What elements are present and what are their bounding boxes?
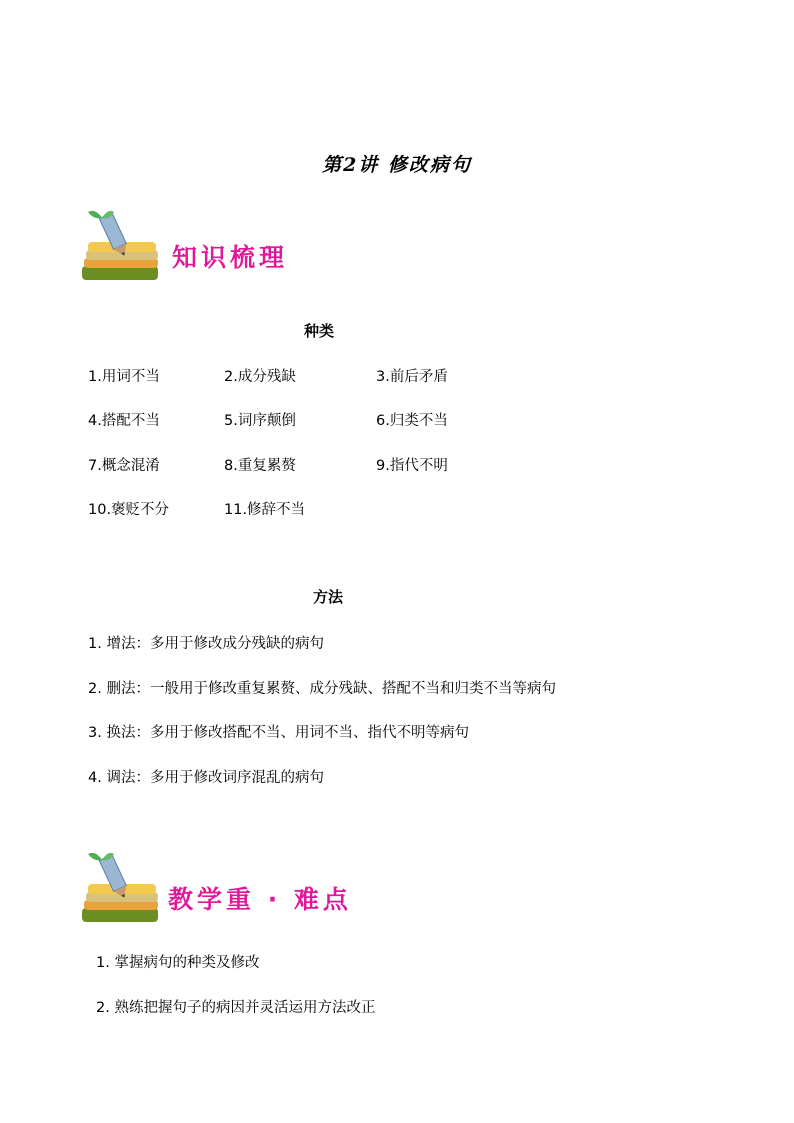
types-heading: 种类 <box>304 322 335 340</box>
type-item: 2.成分残缺 <box>224 369 296 385</box>
method-item: 3. 换法：多用于修改搭配不当、用词不当、指代不明等病句 <box>88 725 469 741</box>
section-heading-knowledge: 知识梳理 <box>172 243 289 272</box>
method-item: 2. 删法：一般用于修改重复累赘、成分残缺、搭配不当和归类不当等病句 <box>88 681 556 697</box>
type-item: 4.搭配不当 <box>88 413 160 429</box>
section-heading-focus: 教学重 · 难点 <box>168 885 352 914</box>
type-item: 5.词序颠倒 <box>224 413 296 429</box>
focus-item: 1. 掌握病句的种类及修改 <box>96 955 260 971</box>
type-item: 11.修辞不当 <box>224 502 306 518</box>
focus-item: 2. 熟练把握句子的病因并灵活运用方法改正 <box>96 1000 376 1016</box>
type-item: 7.概念混淆 <box>88 458 160 474</box>
methods-heading: 方法 <box>313 588 344 606</box>
type-item: 8.重复累赘 <box>224 458 296 474</box>
type-item: 3.前后矛盾 <box>376 369 448 385</box>
method-item: 1. 增法：多用于修改成分残缺的病句 <box>88 636 324 652</box>
type-item: 6.归类不当 <box>376 413 448 429</box>
type-item: 10.褒贬不分 <box>88 502 170 518</box>
method-item: 4. 调法：多用于修改词序混乱的病句 <box>88 770 324 786</box>
books-pencil-icon <box>74 206 166 290</box>
type-item: 1.用词不当 <box>88 369 160 385</box>
page-title: 第2讲 修改病句 <box>322 154 472 176</box>
books-pencil-icon <box>74 848 166 932</box>
type-item: 9.指代不明 <box>376 458 448 474</box>
